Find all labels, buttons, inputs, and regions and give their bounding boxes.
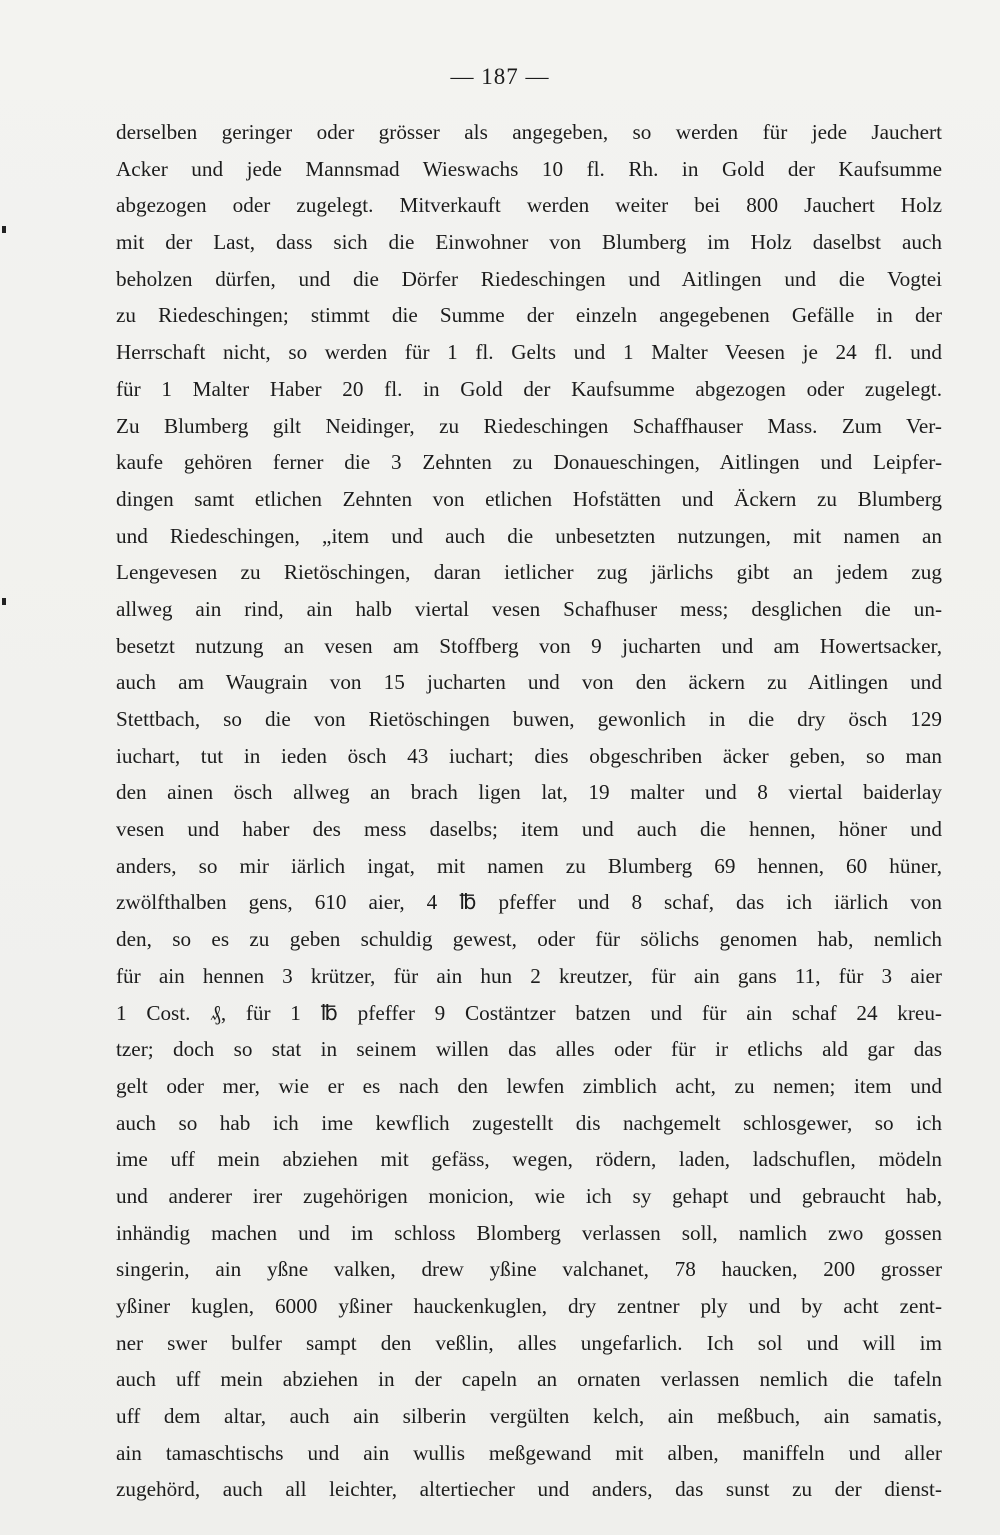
text-line: anders, so mir iärlich ingat, mit namen zu Blumberg 69 hennen, 60 hüner, (116, 853, 942, 878)
page-number: — 187 — (450, 64, 550, 89)
text-line: abgezogen oder zugelegt. Mitverkauft werden weiter bei 800 Jauchert Holz (116, 193, 942, 218)
text-line: und Riedeschingen, „item und auch die unbesetzten nutzungen, mit namen an (116, 523, 942, 548)
text-line: 1 Cost. ₰, für 1 ℔ pfeffer 9 Costäntzer batzen und für ain schaf 24 kreu- (116, 1000, 942, 1025)
text-line: zugehörd, auch all leichter, altertiecher und anders, das sunst zu der dienst- (116, 1477, 942, 1502)
text-line: Herrschaft nicht, so werden für 1 fl. Gelts und 1 Malter Veesen je 24 fl. und (116, 340, 942, 365)
text-line: Lengevesen zu Rietöschingen, daran ietlicher zug järlichs gibt an jedem zug (116, 560, 942, 585)
text-line: zwölfthalben gens, 610 aier, 4 ℔ pfeffer und 8 schaf, das ich iärlich von (116, 890, 942, 915)
text-line: und anderer irer zugehörigen monicion, wie ich sy gehapt und gebraucht hab, (116, 1183, 942, 1208)
text-line: iuchart, tut in ieden ösch 43 iuchart; dies obgeschriben äcker geben, so man (116, 743, 942, 768)
text-line: gelt oder mer, wie er es nach den lewfen zimblich acht, zu nemen; item und (116, 1073, 942, 1098)
text-line: derselben geringer oder grösser als angegeben, so werden für jede Jauchert (116, 120, 942, 144)
text-line: auch so hab ich ime kewflich zugestellt dis nachgemelt schlosgewer, so ich (116, 1110, 942, 1135)
text-line: yßiner kuglen, 6000 yßiner hauckenkuglen, dry zentner ply und by acht zent- (116, 1294, 942, 1318)
text-line: für ain hennen 3 krützer, für ain hun 2 kreutzer, für ain gans 11, für 3 aier (116, 963, 942, 988)
margin-mark-top (2, 226, 6, 233)
text-line: kaufe gehören ferner die 3 Zehnten zu Donaueschingen, Aitlingen und Leipfer- (116, 450, 942, 475)
text-line: mit der Last, dass sich die Einwohner von Blumberg im Holz daselbst auch (116, 230, 942, 255)
text-line: tzer; doch so stat in seinem willen das alles oder für ir etlichs ald gar das (116, 1037, 942, 1062)
text-line: beholzen dürfen, und die Dörfer Riedeschingen und Aitlingen und die Vogtei (116, 266, 942, 291)
text-line: den ainen ösch allweg an brach ligen lat, 19 malter und 8 viertal baiderlay (116, 780, 942, 805)
body-text (116, 114, 942, 1508)
text-line: ime uff mein abziehen mit gefäss, wegen, rödern, laden, ladschuflen, mödeln (116, 1147, 942, 1172)
text-line: Zu Blumberg gilt Neidinger, zu Riedeschingen Schaffhauser Mass. Zum Ver- (116, 413, 942, 438)
text-line: dingen samt etlichen Zehnten von etlichen Hofstätten und Äckern zu Blumberg (116, 486, 942, 511)
text-line: auch am Waugrain von 15 jucharten und von den äckern zu Aitlingen und (116, 670, 942, 695)
text-line: zu Riedeschingen; stimmt die Summe der einzeln angegebenen Gefälle in der (116, 303, 942, 328)
text-line: vesen und haber des mess daselbs; item und auch die hennen, höner und (116, 817, 942, 842)
text-line: ain tamaschtischs und ain wullis meßgewand mit alben, maniffeln und aller (116, 1440, 942, 1465)
text-line: den, so es zu geben schuldig gewest, oder für sölichs genomen hab, nemlich (116, 927, 942, 952)
text-line: singerin, ain yßne valken, drew yßine valchanet, 78 haucken, 200 grosser (116, 1257, 942, 1282)
text-line: ner swer bulfer sampt den veßlin, alles ungefarlich. Ich sol und will im (116, 1330, 942, 1355)
text-line: Stettbach, so die von Rietöschingen buwen, gewonlich in die dry ösch 129 (116, 707, 942, 731)
text-line: besetzt nutzung an vesen am Stoffberg von 9 jucharten und am Howertsacker, (116, 633, 942, 658)
margin-mark-middle (2, 598, 6, 605)
text-line: uff dem altar, auch ain silberin vergülten kelch, ain meßbuch, ain samatis, (116, 1404, 942, 1429)
text-line: inhändig machen und im schloss Blomberg verlassen soll, namlich zwo gossen (116, 1220, 942, 1245)
text-line: für 1 Malter Haber 20 fl. in Gold der Kaufsumme abgezogen oder zugelegt. (116, 376, 942, 401)
text-line: allweg ain rind, ain halb viertal vesen Schafhuser mess; desglichen die un- (116, 596, 942, 621)
text-line: auch uff mein abziehen in der capeln an ornaten verlassen nemlich die tafeln (116, 1367, 942, 1392)
text-line: Acker und jede Mannsmad Wieswachs 10 fl. Rh. in Gold der Kaufsumme (116, 156, 942, 181)
